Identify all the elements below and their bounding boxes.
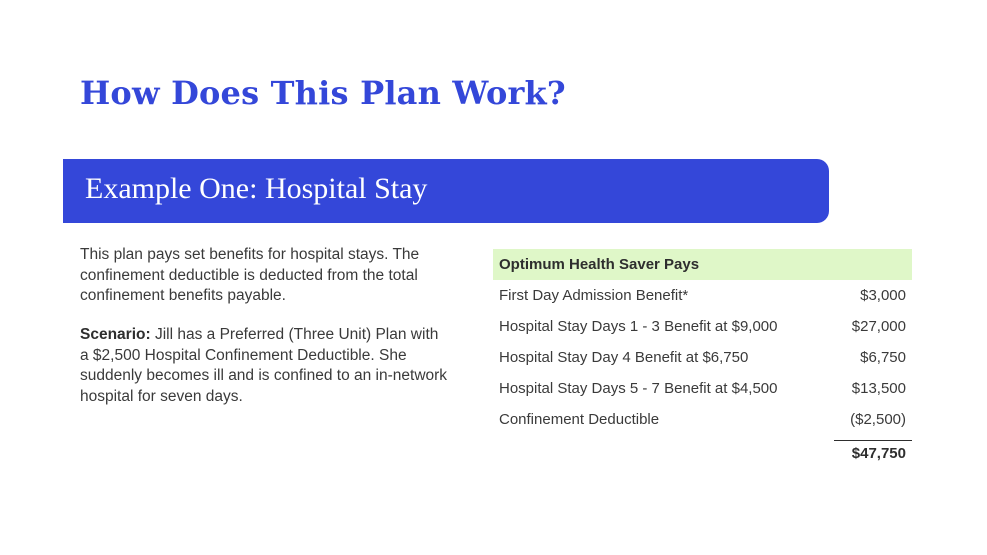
banner-title: Example One: Hospital Stay [85, 172, 428, 205]
table-header: Optimum Health Saver Pays [493, 249, 912, 280]
row-description: Confinement Deductible [499, 411, 660, 428]
row-description: Hospital Stay Day 4 Benefit at $6,750 [499, 349, 749, 366]
row-description: First Day Admission Benefit* [499, 287, 689, 304]
row-amount: $13,500 [851, 380, 906, 397]
total-amount: $47,750 [834, 440, 912, 462]
intro-text: This plan pays set benefits for hospital stays. The confinement deductible is deducted from the total confinement benefits payable. [80, 246, 420, 304]
row-description: Hospital Stay Days 5 - 7 Benefit at $4,500 [499, 380, 778, 397]
table-row [493, 342, 912, 373]
total-row [493, 435, 912, 466]
row-description: Hospital Stay Days 1 - 3 Benefit at $9,000 [499, 318, 778, 335]
table-row [493, 280, 912, 311]
scenario-label: Scenario: [80, 326, 151, 343]
table-row [493, 311, 912, 342]
example-banner [63, 159, 829, 223]
row-amount: $27,000 [851, 318, 906, 335]
table-row [493, 373, 912, 404]
table-row [493, 404, 912, 435]
scenario-paragraph [80, 325, 450, 407]
row-amount: $6,750 [860, 349, 906, 366]
page-title: How Does This Plan Work? [80, 74, 566, 112]
benefits-table [493, 249, 912, 466]
row-amount: $3,000 [860, 287, 906, 304]
row-amount: ($2,500) [850, 411, 906, 428]
intro-paragraph [80, 245, 450, 307]
scenario-text: Jill has a Preferred (Three Unit) Plan with a $2,500 Hospital Confinement Deductible. She suddenly becomes ill and is confined to an in-network hospital for seven days. [80, 326, 448, 405]
